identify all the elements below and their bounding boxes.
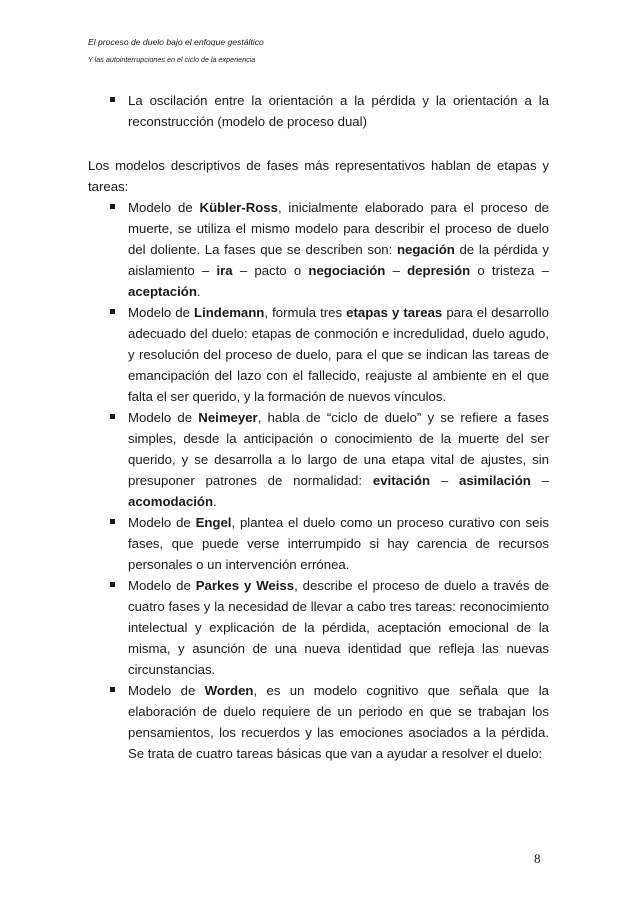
model-name: Kübler-Ross [199, 200, 278, 215]
square-bullet-icon [110, 414, 115, 419]
phase-term: etapas y tareas [346, 305, 443, 320]
list-item-text: La oscilación entre la orientación a la pérdida y la orientación a la reconstrucción (modelo de proceso dual) [128, 93, 549, 129]
header-subtitle: Y las autointerrupciones en el ciclo de la experiencia [88, 55, 256, 64]
page-number: 8 [534, 851, 541, 866]
header-title: El proceso de duelo bajo el enfoque gestáltico [88, 37, 264, 47]
models-list [88, 197, 549, 764]
text-run: Modelo de [128, 410, 199, 425]
text-run: , habla de “ciclo de duelo” y se refiere a fases simples, desde la anticipación o conocimiento de la muerte del ser querido, y se desarrolla a lo largo de una etapa vital de ajustes, sin presuponer patrones de normalidad: [128, 410, 549, 488]
text-run: o tristeza – [470, 263, 549, 278]
list-item-worden [88, 680, 549, 764]
model-name: Lindemann [194, 305, 265, 320]
phase-term: negación [396, 242, 455, 257]
text-run: – [430, 473, 459, 488]
text-run: , formula tres [264, 305, 347, 320]
text-run: . [213, 494, 217, 509]
bullet-list-top [88, 90, 549, 132]
square-bullet-icon [110, 97, 115, 102]
model-name: Neimeyer [198, 410, 258, 425]
page-body [88, 90, 549, 764]
list-item [88, 90, 549, 132]
phase-term: depresión [407, 263, 471, 278]
text-run: – [530, 473, 549, 488]
list-item-text [128, 680, 549, 764]
text-run: – [385, 263, 408, 278]
list-item-lindemann [88, 302, 549, 407]
text-run: , plantea el duelo como un proceso curativo con seis fases, que puede verse interrumpido si hay carencia de recursos personales o un intervención errónea. [128, 515, 549, 572]
phase-term: aceptación [128, 284, 197, 299]
list-item-text [128, 302, 549, 407]
list-item-text [128, 512, 549, 575]
text-run: Modelo de [128, 200, 200, 215]
model-name: Engel [195, 515, 232, 530]
text-run: Modelo de [128, 305, 195, 320]
phase-term: negociación [308, 263, 386, 278]
phase-term: acomodación [128, 494, 214, 509]
square-bullet-icon [110, 687, 115, 692]
model-name: Parkes y Weiss [195, 578, 295, 593]
list-item-parkes-weiss [88, 575, 549, 680]
list-item-text [128, 197, 549, 302]
text-run: . [196, 284, 201, 299]
list-item-text [128, 407, 549, 512]
text-run: Modelo de [128, 683, 205, 698]
intro-paragraph: Los modelos descriptivos de fases más representativos hablan de etapas y tareas: [88, 158, 549, 194]
model-name: Worden [204, 683, 254, 698]
square-bullet-icon [110, 519, 115, 524]
text-run: para el desarrollo adecuado del duelo: etapas de conmoción e incredulidad, duelo agudo, y resolución del proceso de duelo, para el que se indican las tareas de emancipación del lazo con el fallecido, reajuste al ambiente en el que falta el ser querido, y la formación de nuevos vínculos. [128, 305, 549, 404]
phase-term: evitación [372, 473, 431, 488]
square-bullet-icon [110, 582, 115, 587]
square-bullet-icon [110, 309, 115, 314]
text-run: Modelo de [128, 515, 196, 530]
text-run: Modelo de [128, 578, 196, 593]
list-item-engel [88, 512, 549, 575]
list-item-kubler-ross [88, 197, 549, 302]
list-item-neimeyer [88, 407, 549, 512]
phase-term: ira [216, 263, 233, 278]
list-item-text [128, 575, 549, 680]
text-run: , describe el proceso de duelo a través de cuatro fases y la necesidad de llevar a cabo tres tareas: reconocimiento intelectual y explicación de la pérdida, aceptación emocional de la misma, y asunción de una nueva identidad que refleja las nuevas circunstancias. [128, 578, 549, 677]
text-run: de la pérdida y aislamiento – [128, 242, 549, 278]
text-run: , inicialmente elaborado para el proceso de muerte, se utiliza el mismo modelo para describir el proceso de duelo del doliente. La fases que se describen son: [128, 200, 550, 257]
text-run: – pacto o [232, 263, 309, 278]
square-bullet-icon [110, 204, 115, 209]
phase-term: asimilación [459, 473, 531, 488]
text-run: , es un modelo cognitivo que señala que la elaboración de duelo requiere de un periodo en que se trabajan los pensamientos, los recuerdos y las emociones asociados a la pérdida. Se trata de cuatro tareas básicas que van a ayudar a resolver el duelo: [128, 683, 549, 761]
running-header [88, 36, 264, 66]
